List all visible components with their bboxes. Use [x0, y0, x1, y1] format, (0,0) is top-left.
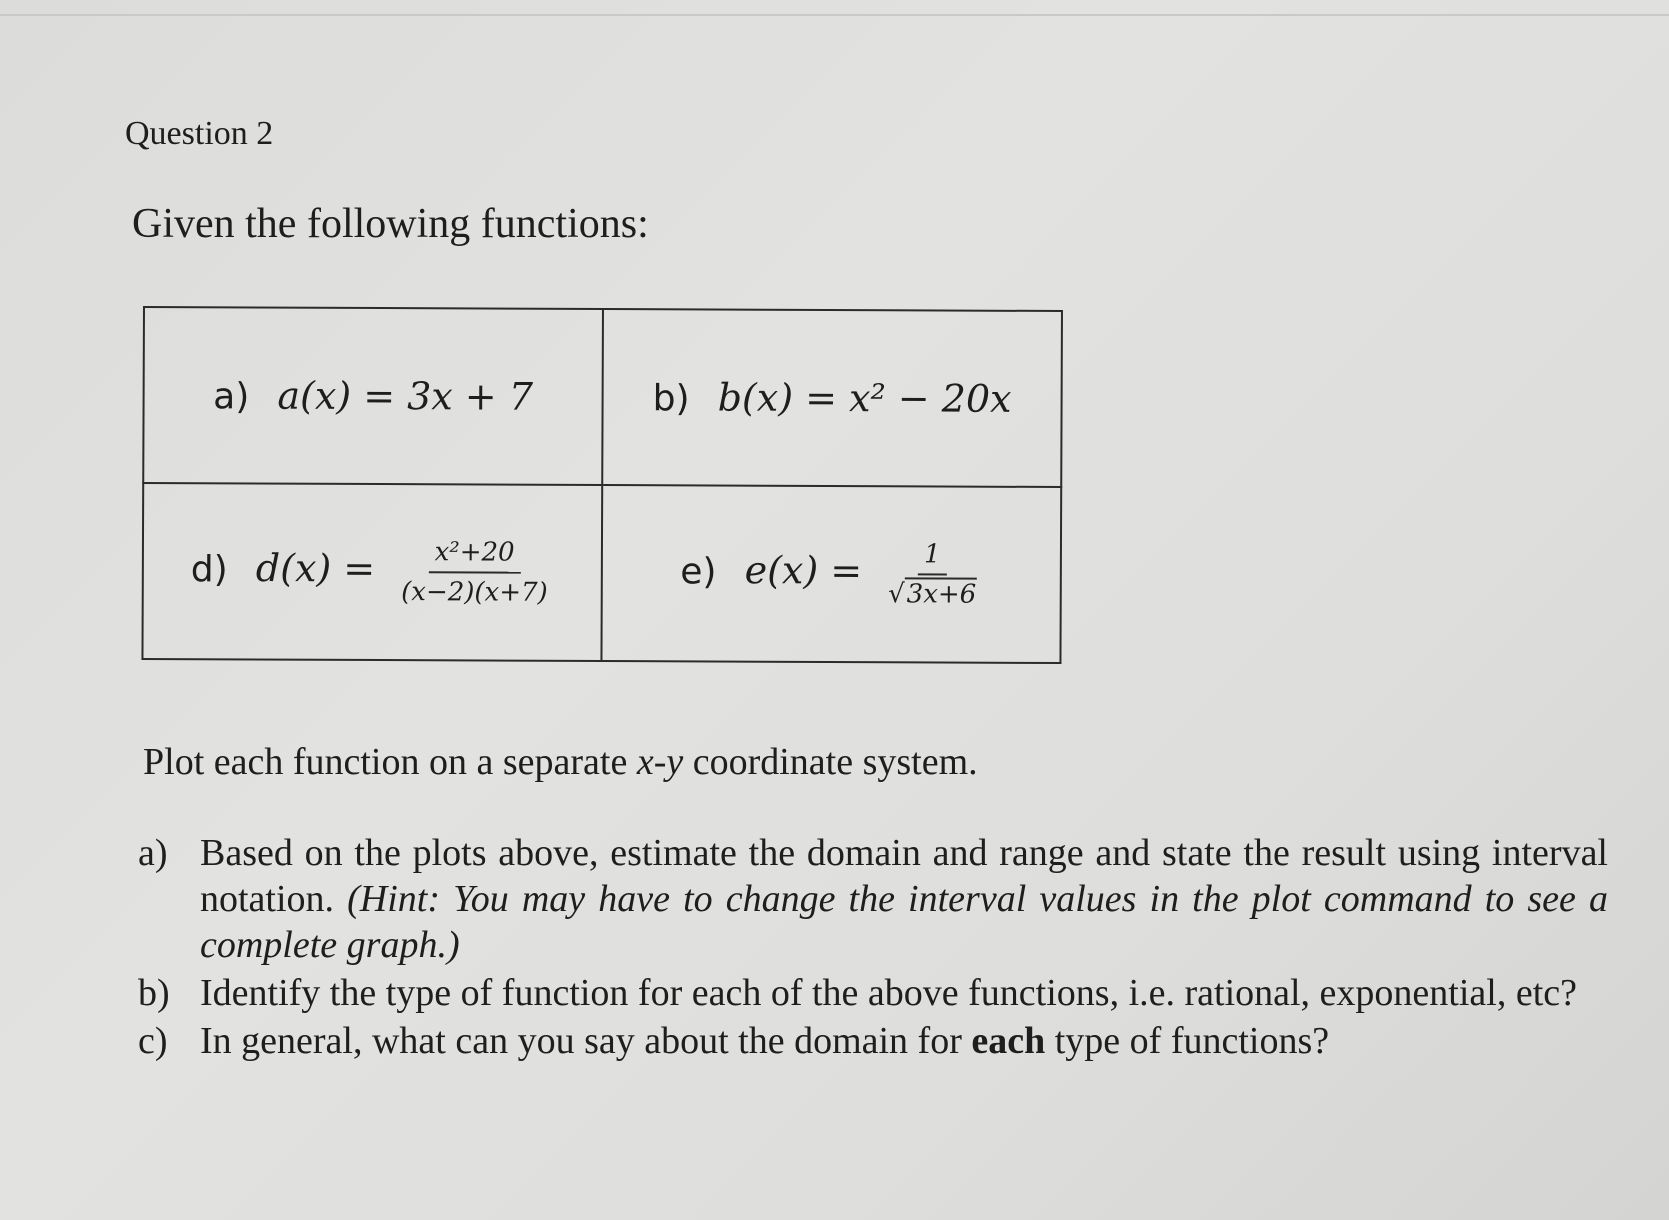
function-letter: a)	[213, 376, 250, 418]
functions-table	[141, 306, 1063, 664]
radical-sign: √	[888, 579, 905, 610]
fraction	[882, 539, 982, 609]
question-hint: (Hint: You may have to change the interval values in the plot command to see a complete graph.)	[200, 878, 1608, 966]
radicand: 3x+6	[905, 577, 977, 609]
function-cell-a	[143, 307, 603, 485]
instruction-variable: x-y	[636, 741, 684, 783]
question-body: In general, what can you say about the domain for	[200, 1020, 972, 1062]
function-cell-d	[142, 483, 602, 661]
function-letter: d)	[190, 548, 228, 590]
function-cell-e	[601, 485, 1061, 663]
question-list	[138, 830, 1608, 1066]
question-text	[200, 1018, 1608, 1064]
fraction-numerator: 1	[918, 539, 947, 575]
instruction-post: coordinate system.	[683, 741, 978, 783]
intro-text: Given the following functions:	[132, 201, 649, 247]
function-expression: b(x) = x² − 20x	[717, 375, 1012, 421]
fraction	[395, 537, 554, 608]
function-lhs: d(x) =	[255, 545, 376, 591]
fraction-denominator	[882, 575, 982, 609]
question-item	[138, 970, 1608, 1016]
question-letter: c)	[138, 1020, 168, 1062]
question-text	[200, 830, 1608, 968]
question-body: Based on the plots above, estimate the domain and range and state the result using interval notation.	[200, 832, 1608, 920]
question-body-end: type of functions?	[1045, 1020, 1330, 1062]
function-cell-b	[602, 309, 1062, 487]
function-lhs: e(x) =	[744, 548, 863, 593]
question-item	[138, 830, 1608, 968]
question-title: Question 2	[125, 115, 274, 152]
fraction-numerator: x²+20	[429, 537, 521, 573]
top-divider	[0, 14, 1669, 16]
function-letter: b)	[652, 378, 690, 420]
instruction-pre: Plot each function on a separate	[143, 741, 637, 783]
question-item	[138, 1018, 1608, 1064]
function-expression: a(x) = 3x + 7	[277, 373, 534, 419]
function-letter: e)	[680, 550, 717, 593]
question-emphasis: each	[971, 1020, 1046, 1062]
fraction-denominator: (x−2)(x+7)	[401, 577, 548, 608]
question-text: Identify the type of function for each of the above functions, i.e. rational, exponential, etc?	[200, 972, 1577, 1014]
question-letter: a)	[138, 832, 168, 874]
question-letter: b)	[138, 972, 170, 1014]
instruction-text	[143, 740, 978, 784]
